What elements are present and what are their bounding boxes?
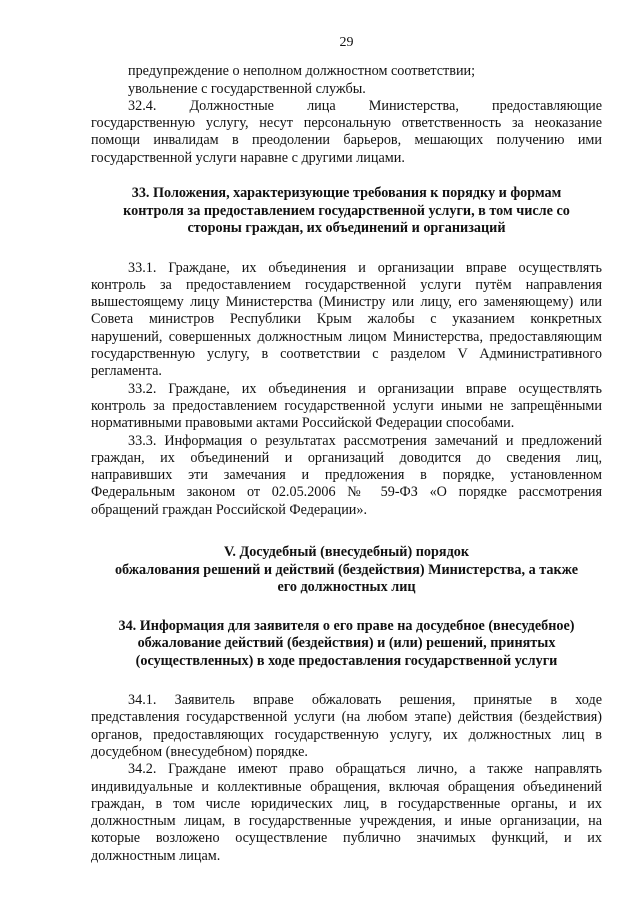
paragraph-line: 34.1. Заявитель вправе обжаловать решения, принятые в ходе	[128, 692, 602, 709]
heading-line: его должностных лиц	[277, 579, 416, 596]
paragraph-line: контроль за предоставлением государственной услуги иными не запрещёнными	[91, 397, 602, 414]
paragraph-line: нормативными правовыми актами Российской Федерации способами.	[91, 415, 515, 432]
paragraph-33-2	[91, 381, 602, 433]
paragraph-line: органов, предоставляющих государственную услугу, их должностных лиц в	[91, 726, 602, 743]
paragraph-line: регламента.	[91, 363, 162, 380]
paragraph-line: государственную услугу, несут персональную ответственность за неоказание	[91, 115, 602, 132]
paragraph-line: 32.4. Должностные лица Министерства, предоставляющие	[128, 97, 602, 114]
paragraph-33-1	[91, 260, 602, 381]
paragraph-line: досудебном (внесудебном) порядке.	[91, 743, 308, 760]
heading-line: обжалования решений и действий (бездействия) Министерства, а также	[114, 561, 579, 578]
page-number: 29	[339, 35, 354, 50]
paragraph-line: граждан, их объединений и организаций доводится до сведения лиц,	[91, 449, 602, 466]
paragraph-line: государственной услуги наравне с другими лицами.	[91, 149, 405, 166]
paragraph-line: Совета министров Республики Крым жалобы с указанием конкретных	[91, 311, 602, 328]
heading-line: обжалование действий (бездействия) и (или) решений, принятых	[137, 635, 556, 652]
heading-line: контроля за предоставлением государственной услуги, в том числе со	[123, 202, 570, 219]
document-page	[91, 34, 602, 865]
paragraph-34-2	[91, 761, 602, 865]
paragraph-line: направивших эти замечания и предложения в порядке, установленном	[91, 467, 602, 484]
paragraph-line: нарушений, совершенных должностным лицом Министерства, предоставляющим	[91, 328, 602, 345]
intro-line: предупреждение о неполном должностном соответствии;	[128, 63, 476, 80]
paragraph-line: 33.2. Граждане, их объединения и организации вправе осуществлять	[128, 380, 602, 397]
paragraph-line: помощи инвалидам в преодолении барьеров, мешающих получению ими	[91, 132, 602, 149]
heading-line: 33. Положения, характеризующие требования к порядку и формам	[131, 185, 562, 202]
heading-line: стороны граждан, их объединений и организаций	[187, 220, 506, 237]
heading-line: V. Досудебный (внесудебный) порядок	[223, 544, 470, 561]
paragraph-32-4	[91, 98, 602, 167]
heading-line: 34. Информация для заявителя о его праве на досудебное (внесудебное)	[118, 617, 575, 634]
section-heading-33	[91, 185, 602, 238]
paragraph-line: Федеральным законом от 02.05.2006 № 59-ФЗ «О порядке рассмотрения	[91, 484, 602, 501]
section-heading-v	[91, 544, 602, 597]
paragraph-line: граждан, в том числе юридических лиц, в государственные органы, и их	[91, 795, 602, 812]
paragraph-line: индивидуальные и коллективные обращения, включая обращения объединений	[91, 778, 602, 795]
paragraph-line: 33.1. Граждане, их объединения и организации вправе осуществлять	[128, 259, 602, 276]
paragraph-line: 33.3. Информация о результатах рассмотрения замечаний и предложений	[128, 432, 602, 449]
paragraph-line: обращений граждан Российской Федерации».	[91, 501, 368, 518]
paragraph-line: представления государственной услуги (на любом этапе) действия (бездействия)	[91, 709, 602, 726]
section-heading-34	[91, 618, 602, 671]
paragraph-line: вышестоящему лицу Министерства (Министру или лицу, его заменяющему) или	[91, 294, 602, 311]
intro-line: увольнение с государственной службы.	[128, 80, 366, 97]
paragraph-line: должностным лицам, в государственные учреждения, и иные организации, на	[91, 813, 602, 830]
paragraph-34-1	[91, 692, 602, 761]
paragraph-line: должностным лицам.	[91, 847, 221, 864]
paragraph-line: 34.2. Граждане имеют право обращаться лично, а также направлять	[128, 761, 602, 778]
heading-line: (осуществленных) в ходе предоставления государственной услуги	[135, 652, 558, 669]
paragraph-33-3	[91, 433, 602, 519]
paragraph-line: контроль за предоставлением государственной услуги путём направления	[91, 276, 602, 293]
paragraph-line: государственную услугу, в соответствии с разделом V Административного	[91, 346, 602, 363]
intro-list	[91, 63, 602, 98]
paragraph-line: которые возложено осуществление публично значимых функций, и их	[91, 830, 602, 847]
